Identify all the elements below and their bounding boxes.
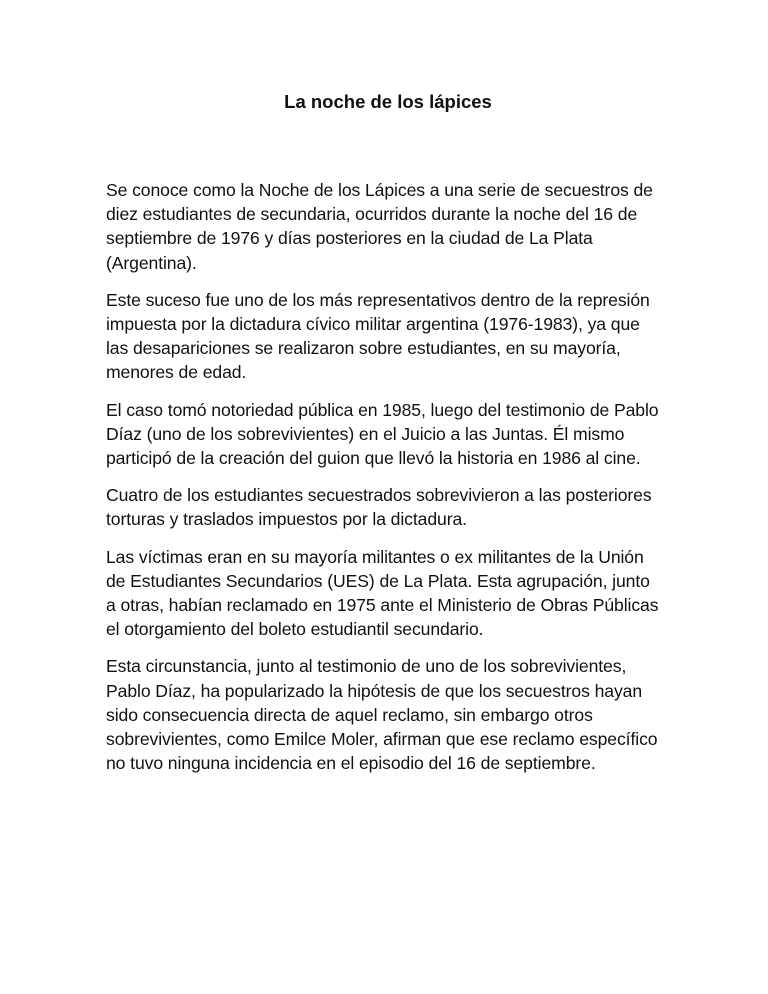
paragraph-1: Se conoce como la Noche de los Lápices a una serie de secuestros de diez estudiantes de secundaria, ocurridos durante la noche del 16 de septiembre de 1976 y días posteriores en la ciudad de La Plata (Argentina).	[106, 180, 653, 273]
paragraph-4: Cuatro de los estudiantes secuestrados sobrevivieron a las posteriores torturas y traslados impuestos por la dictadura.	[106, 485, 652, 530]
document-title: La noche de los lápices	[284, 91, 492, 112]
document-body	[106, 178, 664, 775]
paragraph-6: Esta circunstancia, junto al testimonio de uno de los sobrevivientes, Pablo Díaz, ha popularizado la hipótesis de que los secuestros hayan sido consecuencia directa de aquel reclamo, sin embargo otros sobrevivientes, como Emilce Moler, afirman que ese reclamo específico no tuvo ninguna incidencia en el episodio del 16 de septiembre.	[106, 656, 658, 774]
paragraph-2: Este suceso fue uno de los más representativos dentro de la represión impuesta por la dictadura cívico militar argentina (1976-1983), ya que las desapariciones se realizaron sobre estudiantes, en su mayoría, menores de edad.	[106, 289, 650, 383]
paragraph-5: Las víctimas eran en su mayoría militantes o ex militantes de la Unión de Estudiantes Secundarios (UES) de La Plata. Esta agrupación, junto a otras, habían reclamado en 1975 ante el Ministerio de Obras Públicas el otorgamiento del boleto estudiantil secundario.	[106, 546, 659, 640]
paragraph-3: El caso tomó notoriedad pública en 1985, luego del testimonio de Pablo Díaz (uno de los sobrevivientes) en el Juicio a las Juntas. Él mismo participó de la creación del guion que llevó la historia en 1986 al cine.	[106, 399, 659, 469]
